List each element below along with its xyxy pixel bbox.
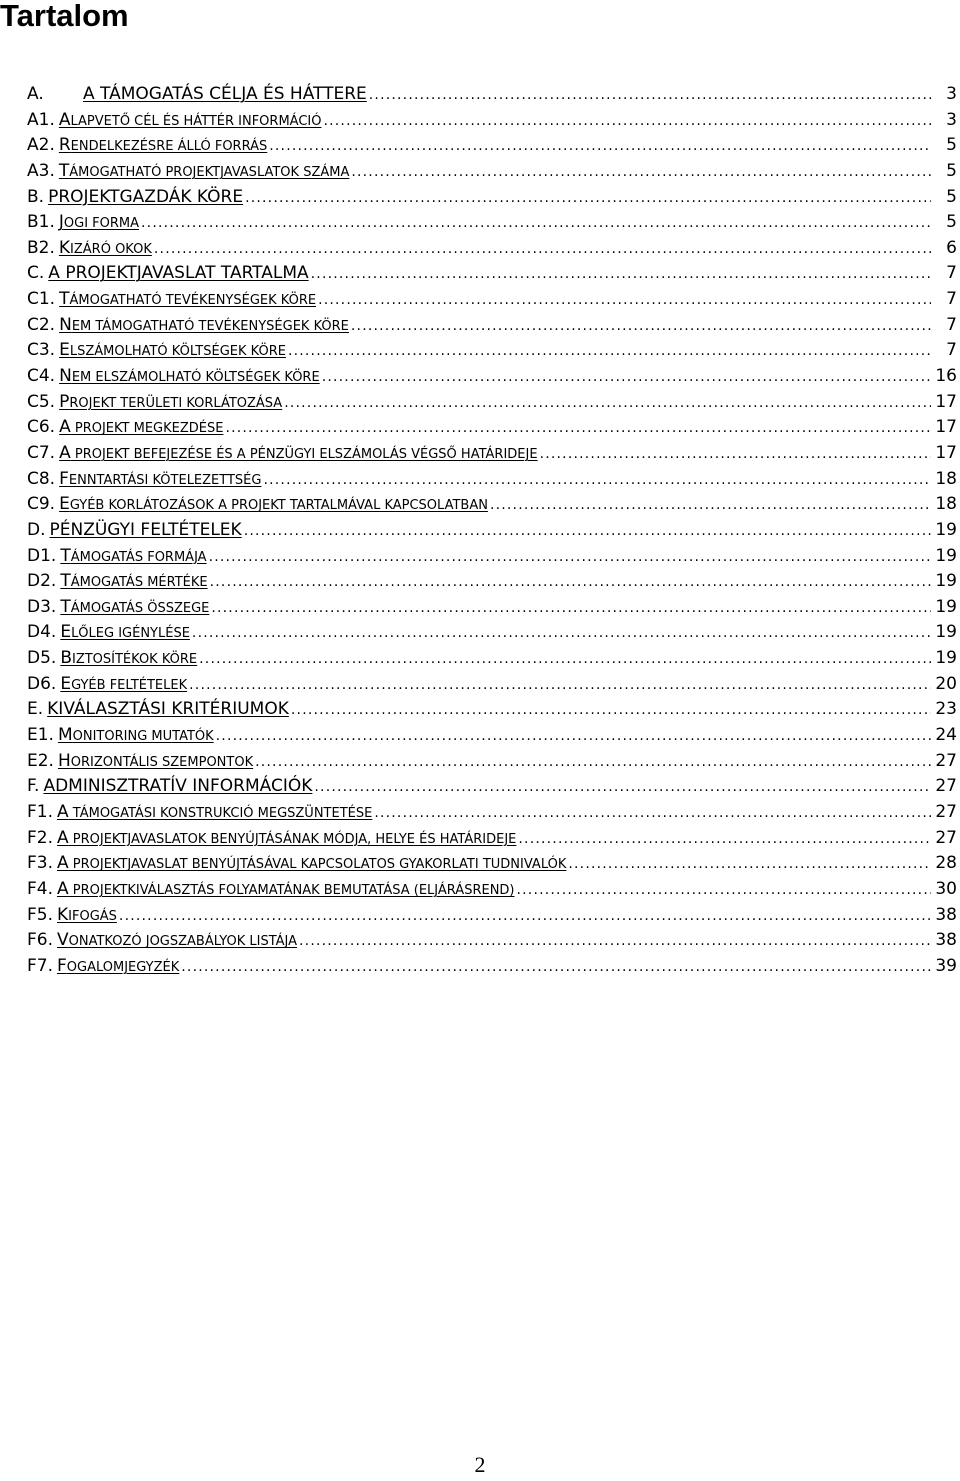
dot-leader xyxy=(263,468,931,493)
toc-subsection-entry[interactable] xyxy=(27,159,957,185)
toc-page-number[interactable]: 20 xyxy=(935,673,957,694)
toc-subsection-entry[interactable] xyxy=(27,441,957,467)
toc-entry-number: F5. xyxy=(27,904,53,925)
toc-page-number[interactable]: 27 xyxy=(935,750,957,771)
toc-subsection-entry[interactable] xyxy=(27,492,957,518)
toc-entry-link[interactable]: A PROJEKTJAVASLAT TARTALMA xyxy=(48,263,309,284)
toc-entry-initial: T xyxy=(60,596,71,617)
toc-section-entry[interactable] xyxy=(27,185,957,211)
toc-entry-initial: A xyxy=(57,878,69,899)
dot-leader xyxy=(490,493,931,518)
page-title: Tartalom xyxy=(0,0,129,33)
toc-entry-title: EM TÁMOGATHATÓ TEVÉKENYSÉGEK KÖRE xyxy=(71,318,349,334)
toc-entry-link[interactable] xyxy=(59,338,286,364)
toc-entry-title: TÁMOGATÁSI KONSTRUKCIÓ MEGSZÜNTETÉSE xyxy=(68,805,373,821)
toc-subsection-entry[interactable] xyxy=(27,672,957,698)
toc-page-number[interactable]: 18 xyxy=(935,494,957,515)
toc-entry-number: D6. xyxy=(27,673,57,694)
toc-entry-number: F1. xyxy=(27,801,53,822)
toc-page-number[interactable]: 5 xyxy=(946,160,957,181)
toc-page-number[interactable]: 18 xyxy=(935,468,957,489)
toc-entry-initial: E xyxy=(60,622,72,643)
toc-entry-initial: E xyxy=(59,494,70,515)
toc-subsection-entry[interactable] xyxy=(27,595,957,621)
toc-entry-initial: A xyxy=(59,442,71,463)
toc-entry-initial: T xyxy=(60,571,71,592)
toc-page-number[interactable]: 19 xyxy=(935,596,957,617)
dot-leader xyxy=(181,955,931,980)
toc-entry-link[interactable]: PROJEKTGAZDÁK KÖRE xyxy=(48,186,244,207)
dot-leader xyxy=(209,545,931,570)
toc-entry-link[interactable] xyxy=(57,928,297,954)
toc-entry-link[interactable] xyxy=(59,133,267,159)
toc-entry-number: C7. xyxy=(27,442,56,463)
toc-entry-number: F3. xyxy=(27,853,53,874)
toc-entry-link[interactable] xyxy=(57,877,515,903)
toc-entry-initial: E xyxy=(59,340,70,361)
toc-entry-title: ROJEKT TERÜLETI KORLÁTOZÁSA xyxy=(69,395,283,411)
toc-entry-number: B1. xyxy=(27,212,55,233)
toc-entry-link[interactable] xyxy=(57,826,516,852)
toc-entry-number: A2. xyxy=(27,135,55,156)
dot-leader xyxy=(244,519,931,544)
toc-entry-title: ÁMOGATÁS ÖSSZEGE xyxy=(70,600,210,616)
toc-subsection-entry[interactable] xyxy=(27,877,957,903)
toc-entry-number: E2. xyxy=(27,750,54,771)
toc-page-number[interactable]: 7 xyxy=(946,263,957,284)
dot-leader xyxy=(216,724,931,749)
toc-entry-number: C3. xyxy=(27,340,56,361)
toc-page-number[interactable]: 19 xyxy=(935,545,957,566)
toc-entry-link[interactable] xyxy=(57,800,372,826)
toc-entry-title: ÁMOGATHATÓ PROJEKTJAVASLATOK SZÁMA xyxy=(69,164,350,180)
toc-subsection-entry[interactable] xyxy=(27,338,957,364)
toc-subsection-entry[interactable] xyxy=(27,287,957,313)
dot-leader xyxy=(351,160,931,185)
toc-entry-link[interactable]: ADMINISZTRATÍV INFORMÁCIÓK xyxy=(43,776,313,797)
toc-page-number[interactable]: 3 xyxy=(946,84,957,104)
dot-leader xyxy=(322,365,931,390)
toc-entry-link[interactable] xyxy=(57,851,566,877)
toc-entry-link[interactable] xyxy=(57,903,117,929)
toc-entry-initial: N xyxy=(59,314,72,335)
toc-entry-title: PROJEKT MEGKEZDÉSE xyxy=(70,421,224,437)
toc-page-number[interactable]: 38 xyxy=(935,930,957,951)
toc-entry-title: ORIZONTÁLIS SZEMPONTOK xyxy=(70,754,254,770)
toc-page-number[interactable]: 19 xyxy=(935,622,957,643)
toc-entry-number: D4. xyxy=(27,622,57,643)
toc-entry-number: F6. xyxy=(27,930,53,951)
dot-leader xyxy=(288,339,931,364)
toc-entry-number: D1. xyxy=(27,545,57,566)
toc-entry-number: A. xyxy=(27,84,44,104)
toc-entry-title: LAPVETŐ CÉL ÉS HÁTTÉR INFORMÁCIÓ xyxy=(70,113,322,129)
dot-leader xyxy=(351,314,931,339)
toc-entry-title: ENDELKEZÉSRE ÁLLÓ FORRÁS xyxy=(70,139,268,155)
toc-entry-number: F4. xyxy=(27,878,53,899)
toc-entry-initial: T xyxy=(59,289,70,310)
toc-page-number[interactable]: 5 xyxy=(946,186,957,207)
page-number: 2 xyxy=(474,1452,486,1477)
toc-entry-initial: A xyxy=(58,109,71,130)
toc-page-number[interactable]: 24 xyxy=(935,725,957,746)
toc-entry-title: LSZÁMOLHATÓ KÖLTSÉGEK KÖRE xyxy=(69,344,286,360)
toc-entry-link[interactable] xyxy=(59,415,223,441)
toc-entry-title: LŐLEG IGÉNYLÉSE xyxy=(71,626,190,642)
toc-page-number[interactable]: 27 xyxy=(935,827,957,848)
toc-subsection-entry[interactable] xyxy=(27,236,957,262)
toc-subsection-entry[interactable] xyxy=(27,723,957,749)
toc-entry-title: ÁMOGATÁS FORMÁJA xyxy=(70,549,207,565)
toc-entry-number: D3. xyxy=(27,596,57,617)
toc-subsection-entry[interactable] xyxy=(27,133,957,159)
toc-entry-title: ONATKOZÓ JOGSZABÁLYOK LISTÁJA xyxy=(68,934,298,950)
toc-entry-title: GYÉB KORLÁTOZÁSOK A PROJEKT TARTALMÁVAL KAPCSOLATBAN xyxy=(69,498,488,514)
toc-entry-link[interactable] xyxy=(59,492,488,518)
toc-entry-initial: V xyxy=(57,930,69,951)
toc-entry-number: F7. xyxy=(27,955,53,976)
toc-entry-number: C. xyxy=(27,263,45,284)
toc-entry-number: D. xyxy=(27,519,46,540)
toc-entry-number: B. xyxy=(27,186,45,207)
toc-subsection-entry[interactable] xyxy=(27,467,957,493)
toc-subsection-entry[interactable] xyxy=(27,415,957,441)
toc-entry-number: C1. xyxy=(27,289,56,310)
dot-leader xyxy=(517,878,932,903)
toc-entry-link[interactable]: PÉNZÜGYI FELTÉTELEK xyxy=(49,519,242,540)
toc-entry-number: C5. xyxy=(27,391,56,412)
toc-entry-title: ONITORING MUTATÓK xyxy=(72,729,214,745)
toc-entry-title: ÁMOGATHATÓ TEVÉKENYSÉGEK KÖRE xyxy=(69,293,317,309)
dot-leader xyxy=(199,647,931,672)
toc-entry-initial: B xyxy=(60,648,72,669)
toc-page-number[interactable]: 23 xyxy=(935,699,957,720)
toc-entry-link[interactable]: KIVÁLASZTÁSI KRITÉRIUMOK xyxy=(47,699,289,720)
dot-leader xyxy=(540,442,931,467)
toc-section-entry[interactable] xyxy=(27,697,957,723)
toc-entry-title: EM ELSZÁMOLHATÓ KÖLTSÉGEK KÖRE xyxy=(71,370,320,386)
toc-entry-number: A1. xyxy=(27,109,55,130)
toc-subsection-entry[interactable] xyxy=(27,544,957,570)
toc-entry-number: C4. xyxy=(27,366,56,387)
toc-entry-link[interactable] xyxy=(59,390,282,416)
toc-entry-link[interactable] xyxy=(59,108,322,134)
dot-leader xyxy=(210,570,931,595)
toc-entry-number: F2. xyxy=(27,827,53,848)
toc-page-number[interactable]: 39 xyxy=(935,955,957,976)
dot-leader xyxy=(269,134,931,159)
toc-entry-number: D2. xyxy=(27,571,57,592)
toc-subsection-entry[interactable] xyxy=(27,826,957,852)
toc-entry-title: PROJEKTJAVASLATOK BENYÚJTÁSÁNAK MÓDJA, HELYE ÉS HATÁRIDEJE xyxy=(68,831,517,847)
toc-entry-title: PROJEKT BEFEJEZÉSE ÉS A PÉNZÜGYI ELSZÁMOLÁS VÉGSŐ HATÁRIDEJE xyxy=(70,446,538,462)
toc-page-number[interactable]: 38 xyxy=(935,904,957,925)
dot-leader xyxy=(284,391,931,416)
toc-page-number[interactable]: 28 xyxy=(935,853,957,874)
toc-page-number[interactable]: 17 xyxy=(935,417,957,438)
dot-leader xyxy=(211,596,931,621)
toc-entry-number: F. xyxy=(27,776,40,797)
toc-entry-title: IFOGÁS xyxy=(68,908,117,924)
toc-subsection-entry[interactable] xyxy=(27,108,957,134)
toc-entry-initial: E xyxy=(60,673,72,694)
toc-page-number[interactable]: 27 xyxy=(935,801,957,822)
toc-entry-title: IZTOSÍTÉKOK KÖRE xyxy=(71,652,198,668)
toc-entry-link[interactable] xyxy=(59,287,316,313)
toc-entry-title: PROJEKTJAVASLAT BENYÚJTÁSÁVAL KAPCSOLATOS GYAKORLATI TUDNIVALÓK xyxy=(68,857,567,873)
toc-entry-link[interactable] xyxy=(60,646,197,672)
toc-entry-title: ÁMOGATÁS MÉRTÉKE xyxy=(70,575,208,591)
toc-subsection-entry[interactable] xyxy=(27,390,957,416)
toc-section-entry[interactable] xyxy=(27,518,957,544)
toc-subsection-entry[interactable] xyxy=(27,749,957,775)
toc-page-number[interactable]: 5 xyxy=(946,212,957,233)
toc-page-number[interactable]: 3 xyxy=(946,109,957,130)
toc-subsection-entry[interactable] xyxy=(27,928,957,954)
toc-entry-title: GYÉB FELTÉTELEK xyxy=(71,677,188,693)
toc-entry-link[interactable] xyxy=(60,595,209,621)
toc-subsection-entry[interactable] xyxy=(27,646,957,672)
toc-subsection-entry[interactable] xyxy=(27,364,957,390)
toc-entry-link[interactable] xyxy=(59,441,537,467)
toc-entry-number: B2. xyxy=(27,237,55,258)
dot-leader xyxy=(518,827,931,852)
dot-leader xyxy=(119,904,931,929)
toc-page-number[interactable]: 19 xyxy=(935,571,957,592)
toc-subsection-entry[interactable] xyxy=(27,210,957,236)
dot-leader xyxy=(299,929,931,954)
toc-entry-initial: A xyxy=(57,801,69,822)
toc-entry-link[interactable] xyxy=(58,723,214,749)
toc-entry-initial: F xyxy=(57,955,67,976)
dot-leader xyxy=(318,288,931,313)
toc-entry-link[interactable] xyxy=(60,672,187,698)
toc-entry-title: IZÁRÓ OKOK xyxy=(70,241,152,257)
toc-subsection-entry[interactable] xyxy=(27,313,957,339)
toc-page-number[interactable]: 17 xyxy=(935,442,957,463)
toc-entry-initial: H xyxy=(57,750,71,771)
toc-entry-initial: P xyxy=(59,391,70,412)
toc-entry-number: C8. xyxy=(27,468,56,489)
dot-leader xyxy=(189,673,931,698)
toc-page-number[interactable]: 17 xyxy=(935,391,957,412)
toc-page-number[interactable]: 5 xyxy=(946,135,957,156)
table-of-contents xyxy=(27,82,957,979)
toc-entry-link[interactable] xyxy=(59,467,261,493)
toc-entry-initial: K xyxy=(58,237,71,258)
toc-entry-number: A3. xyxy=(27,160,55,181)
toc-entry-initial: T xyxy=(58,160,70,181)
toc-entry-link[interactable] xyxy=(59,159,350,185)
toc-entry-link[interactable] xyxy=(57,954,179,980)
toc-entry-initial: R xyxy=(58,135,71,156)
toc-subsection-entry[interactable] xyxy=(27,569,957,595)
dot-leader xyxy=(374,801,931,826)
toc-entry-initial: M xyxy=(57,725,73,746)
toc-entry-title: ENNTARTÁSI KÖTELEZETTSÉG xyxy=(68,472,262,488)
toc-section-entry[interactable] xyxy=(27,774,957,800)
toc-page-number[interactable]: 27 xyxy=(935,776,957,797)
toc-entry-initial: F xyxy=(59,468,69,489)
toc-entry-link[interactable] xyxy=(59,364,320,390)
toc-entry-link[interactable] xyxy=(60,544,206,570)
dot-leader xyxy=(369,83,931,108)
dot-leader xyxy=(141,211,931,236)
toc-section-entry[interactable] xyxy=(27,82,957,108)
toc-entry-initial: N xyxy=(59,366,72,387)
toc-entry-number: C9. xyxy=(27,494,56,515)
toc-entry-initial: K xyxy=(57,904,69,925)
toc-page-number[interactable]: 7 xyxy=(946,289,957,310)
dot-leader xyxy=(311,262,931,287)
toc-entry-title: PROJEKTKIVÁLASZTÁS FOLYAMATÁNAK BEMUTATÁSA (ELJÁRÁSREND) xyxy=(68,882,515,898)
dot-leader xyxy=(568,852,931,877)
toc-subsection-entry[interactable] xyxy=(27,851,957,877)
toc-subsection-entry[interactable] xyxy=(27,903,957,929)
toc-entry-link[interactable] xyxy=(59,313,349,339)
toc-entry-title: OGALOMJEGYZÉK xyxy=(66,959,180,975)
dot-leader xyxy=(323,109,931,134)
dot-leader xyxy=(192,621,931,646)
toc-entry-link[interactable] xyxy=(59,210,139,236)
toc-entry-number: C6. xyxy=(27,417,56,438)
toc-entry-link[interactable] xyxy=(60,569,207,595)
toc-entry-link[interactable] xyxy=(59,236,152,262)
toc-page-number[interactable]: 30 xyxy=(935,878,957,899)
toc-page-number[interactable]: 16 xyxy=(935,366,957,387)
toc-entry-link[interactable]: A TÁMOGATÁS CÉLJA ÉS HÁTTERE xyxy=(83,84,367,104)
toc-subsection-entry[interactable] xyxy=(27,800,957,826)
toc-entry-link[interactable] xyxy=(58,749,253,775)
toc-page-number[interactable]: 19 xyxy=(935,519,957,540)
toc-subsection-entry[interactable] xyxy=(27,620,957,646)
toc-entry-number: E. xyxy=(27,699,44,720)
toc-entry-initial: A xyxy=(57,827,69,848)
dot-leader xyxy=(225,416,931,441)
toc-page-number[interactable]: 7 xyxy=(946,340,957,361)
toc-entry-initial: T xyxy=(60,545,71,566)
dot-leader xyxy=(154,237,931,262)
toc-page-number[interactable]: 19 xyxy=(935,648,957,669)
dot-leader xyxy=(291,698,931,723)
toc-page-number[interactable]: 6 xyxy=(946,237,957,258)
toc-entry-initial: J xyxy=(58,212,64,233)
dot-leader xyxy=(245,186,931,211)
toc-entry-number: D5. xyxy=(27,648,57,669)
toc-section-entry[interactable] xyxy=(27,261,957,287)
toc-entry-number: C2. xyxy=(27,314,56,335)
toc-page-number[interactable]: 7 xyxy=(946,314,957,335)
toc-entry-number: E1. xyxy=(27,725,54,746)
dot-leader xyxy=(314,775,931,800)
toc-subsection-entry[interactable] xyxy=(27,954,957,980)
dot-leader xyxy=(255,750,931,775)
toc-entry-link[interactable] xyxy=(60,620,190,646)
toc-entry-title: OGI FORMA xyxy=(63,216,140,232)
toc-entry-initial: A xyxy=(59,417,71,438)
toc-entry-initial: A xyxy=(57,853,69,874)
